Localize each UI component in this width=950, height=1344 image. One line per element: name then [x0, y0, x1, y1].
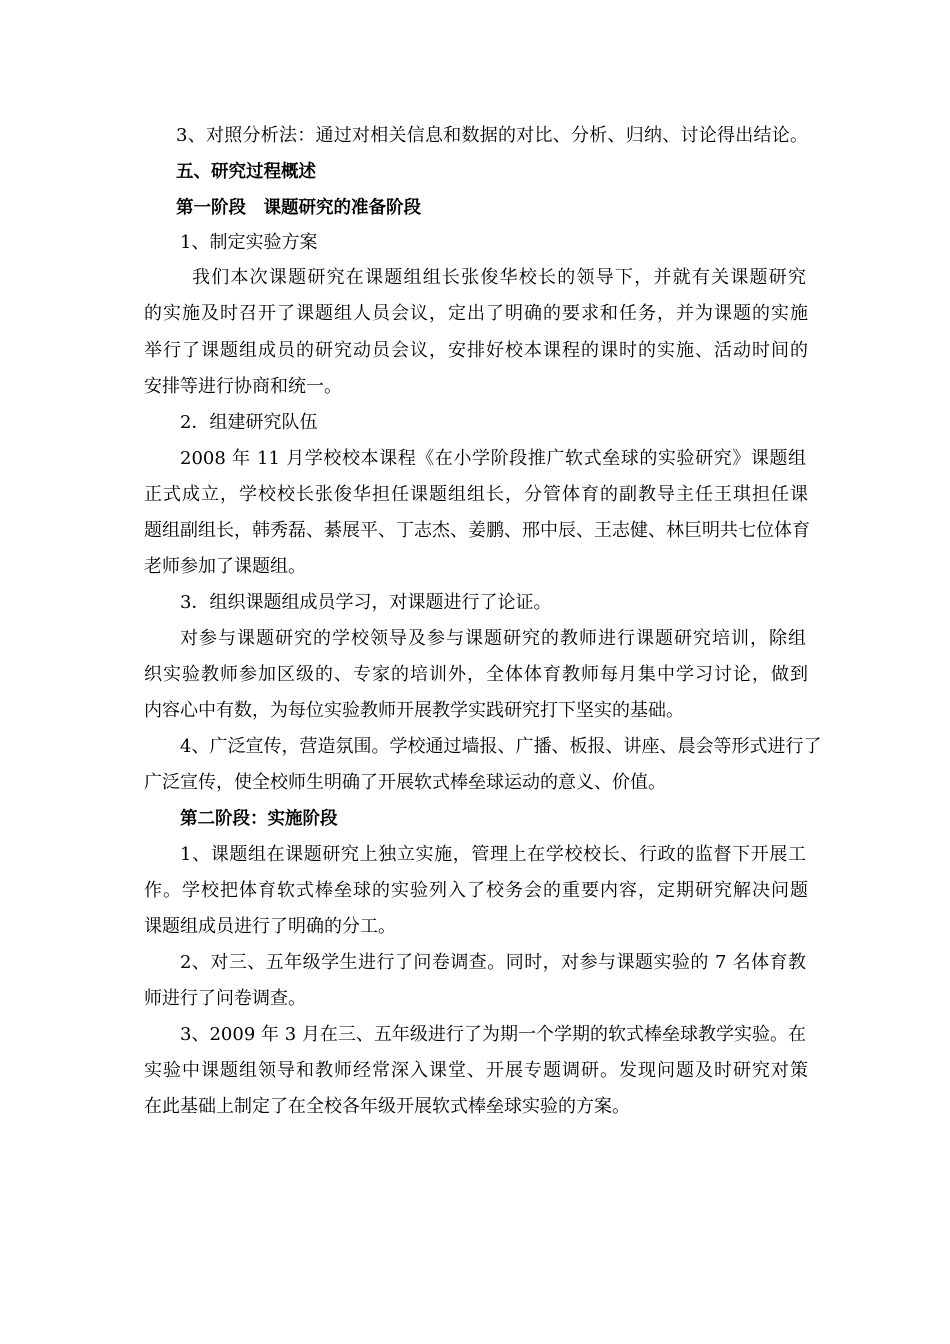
stage-2-heading: 第二阶段：实施阶段 — [180, 809, 338, 829]
stage-2-item-3-line-3: 在此基础上制定了在全校各年级开展软式棒垒球实验的方案。 — [144, 1096, 630, 1117]
stage-2-item-1-line-3: 课题组成员进行了明确的分工。 — [144, 916, 396, 937]
method-3-line: 3、对照分析法：通过对相关信息和数据的对比、分析、归纳、讨论得出结论。 — [176, 125, 808, 146]
item-1-heading: 1、制定实验方案 — [180, 232, 318, 253]
stage-2-item-2-line-2: 师进行了问卷调查。 — [144, 988, 306, 1009]
paragraph-2-line-2: 正式成立，学校校长张俊华担任课题组组长，分管体育的副教导主任王琪担任课 — [144, 484, 808, 505]
paragraph-3-line-1: 对参与课题研究的学校领导及参与课题研究的教师进行课题研究培训，除组 — [180, 628, 806, 649]
section-5-heading: 五、研究过程概述 — [176, 162, 316, 182]
paragraph-2-line-4: 老师参加了课题组。 — [144, 556, 306, 577]
paragraph-1-line-2: 的实施及时召开了课题组人员会议，定出了明确的要求和任务，并为课题的实施 — [144, 303, 808, 324]
stage-2-item-3-line-2: 实验中课题组领导和教师经常深入课堂、开展专题调研。发现问题及时研究对策 — [144, 1060, 808, 1081]
stage-2-item-1-line-2: 作。学校把体育软式棒垒球的实验列入了校务会的重要内容，定期研究解决问题 — [144, 880, 808, 901]
stage-2-item-2-line-1: 2、对三、五年级学生进行了问卷调查。同时，对参与课题实验的 7 名体育教 — [180, 952, 806, 973]
paragraph-1-line-1: 我们本次课题研究在课题组组长张俊华校长的领导下，并就有关课题研究 — [192, 267, 806, 288]
paragraph-2-line-3: 题组副组长，韩秀磊、綦展平、丁志杰、姜鹏、邢中辰、王志健、林巨明共七位体育 — [144, 520, 810, 541]
paragraph-1-line-3: 举行了课题组成员的研究动员会议，安排好校本课程的课时的实施、活动时间的 — [144, 340, 808, 361]
item-3-heading: 3．组织课题组成员学习，对课题进行了论证。 — [180, 592, 552, 613]
paragraph-2-line-1: 2008 年 11 月学校校本课程《在小学阶段推广软式垒球的实验研究》课题组 — [180, 448, 806, 469]
stage-1-heading: 第一阶段 课题研究的准备阶段 — [176, 198, 421, 218]
paragraph-3-line-2: 织实验教师参加区级的、专家的培训外，全体体育教师每月集中学习讨论，做到 — [144, 664, 808, 685]
stage-2-item-1-line-1: 1、课题组在课题研究上独立实施，管理上在学校校长、行政的监督下开展工 — [180, 844, 806, 865]
item-2-heading: 2．组建研究队伍 — [180, 412, 318, 433]
paragraph-1-line-4: 安排等进行协商和统一。 — [144, 376, 342, 397]
item-4-line-2: 广泛宣传，使全校师生明确了开展软式棒垒球运动的意义、价值。 — [144, 772, 666, 793]
item-4-line-1: 4、广泛宣传，营造氛围。学校通过墙报、广播、板报、讲座、晨会等形式进行了 — [180, 736, 822, 757]
stage-2-item-3-line-1: 3、2009 年 3 月在三、五年级进行了为期一个学期的软式棒垒球教学实验。在 — [180, 1024, 806, 1045]
paragraph-3-line-3: 内容心中有数，为每位实验教师开展教学实践研究打下坚实的基础。 — [144, 700, 684, 721]
